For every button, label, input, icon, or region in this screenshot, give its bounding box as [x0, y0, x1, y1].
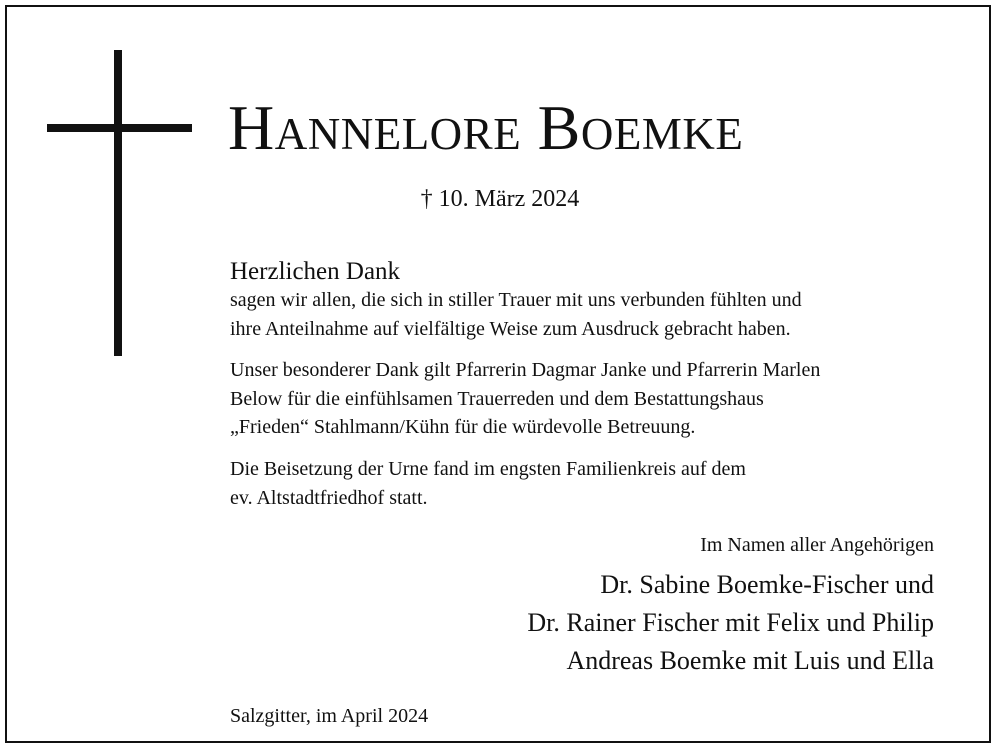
- thanks-heading: Herzlichen Dank: [230, 258, 401, 285]
- paragraph-line: ev. Altstadtfriedhof statt.: [230, 486, 428, 509]
- signer-line: Dr. Sabine Boemke-Fischer und: [600, 570, 934, 599]
- paragraph-line: Die Beisetzung der Urne fand im engsten Familienkreis auf dem: [230, 458, 746, 480]
- paragraph-line: sagen wir allen, die sich in stiller Trauer mit uns verbunden fühlten und: [230, 289, 802, 311]
- cross-horizontal-beam: [47, 124, 192, 132]
- paragraph-line: Unser besonderer Dank gilt Pfarrerin Dagmar Janke und Pfarrerin Marlen: [230, 359, 821, 381]
- signer-line: Dr. Rainer Fischer mit Felix und Philip: [527, 608, 934, 637]
- paragraph-line: „Frieden“ Stahlmann/Kühn für die würdevolle Betreuung.: [230, 416, 696, 438]
- signoff-line: Im Namen aller Angehörigen: [700, 534, 934, 556]
- death-date: † 10. März 2024: [420, 186, 580, 212]
- thanks-paragraph: [230, 286, 802, 343]
- cross-vertical-beam: [114, 50, 122, 356]
- special-thanks-paragraph: [230, 356, 820, 442]
- place-date: Salzgitter, im April 2024: [230, 705, 429, 727]
- signer-line: Andreas Boemke mit Luis und Ella: [566, 646, 934, 675]
- paragraph-line: ihre Anteilnahme auf vielfältige Weise zum Ausdruck gebracht haben.: [230, 317, 791, 340]
- signers-block: [527, 566, 934, 680]
- burial-paragraph: [230, 455, 746, 512]
- deceased-name: Hannelore Boemke: [228, 92, 744, 163]
- paragraph-line: Below für die einfühlsamen Trauerreden und dem Bestattungshaus: [230, 387, 764, 410]
